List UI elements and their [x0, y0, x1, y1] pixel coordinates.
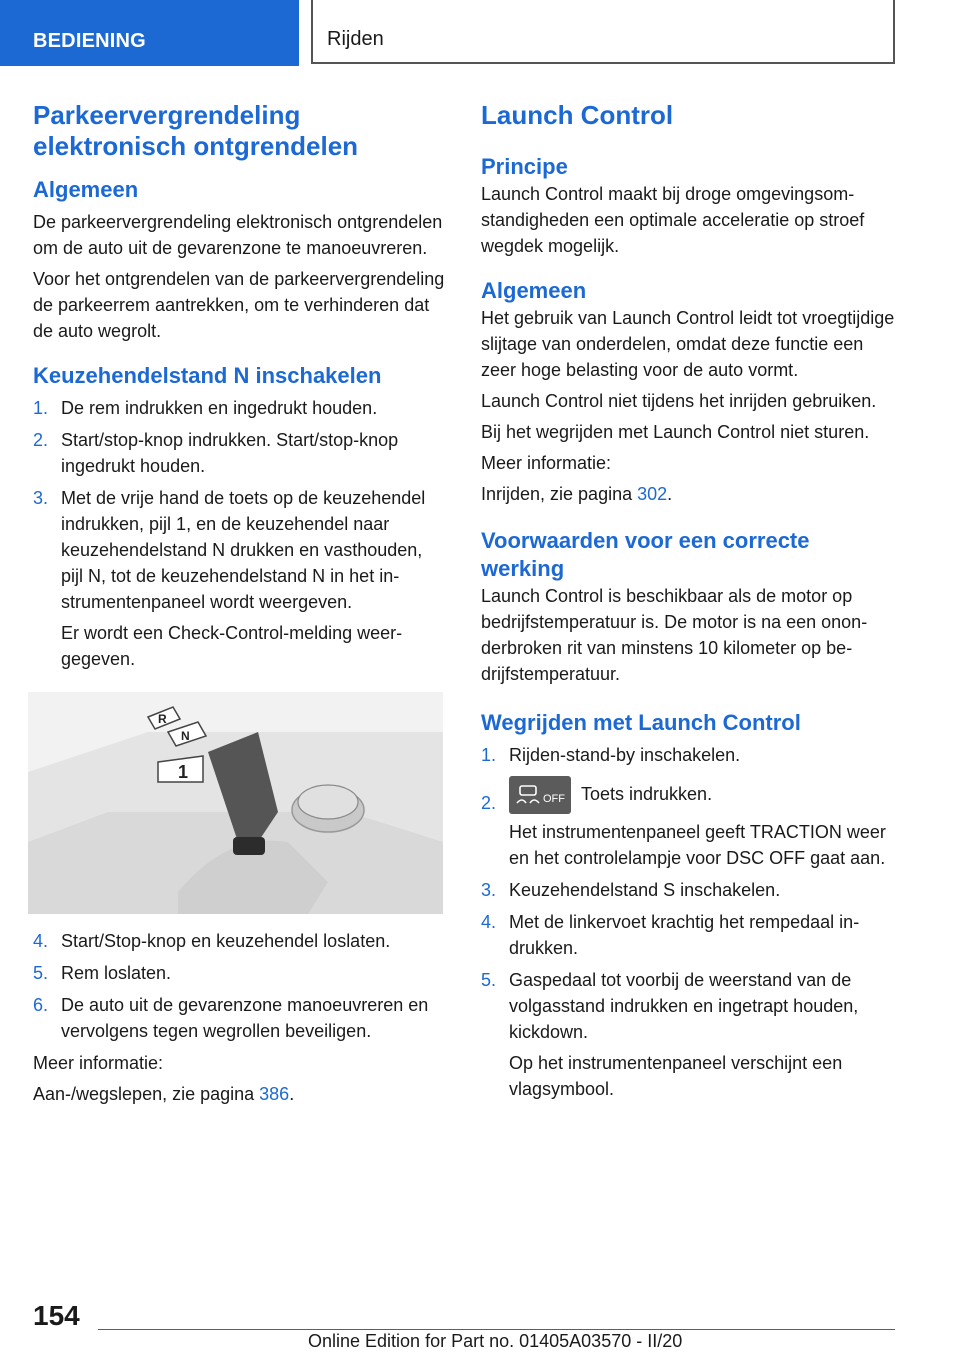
launch-control-title: Launch Control [481, 100, 674, 130]
list-item: 2. Start/stop-knop indrukken. Start/stop-knop ingedrukt houden. [33, 430, 399, 476]
arrow-1-label: 1 [178, 762, 189, 782]
list-item: 1. Rijden-stand-by inschakelen. [481, 745, 741, 765]
left-reference: Aan-/wegslepen, zie pagina 386. [33, 1084, 295, 1104]
list-item: 2. OFF Toets indrukken. Het instrumentenpaneel geeft TRACTION weer en het controlelampje voor DSC OFF gaat aan. [481, 776, 898, 871]
list-item: 4. Start/Stop-knop en keuzehendel loslaten. [33, 931, 391, 951]
list-item: 3. Keuzehendelstand S inschakelen. [481, 880, 781, 900]
page-number: 154 [33, 1300, 80, 1331]
conditions-heading: Voorwaarden voor een correcte werking [481, 528, 810, 581]
arrow-r-label: R [158, 712, 167, 726]
gear-selector-illustration [28, 692, 443, 914]
left-more-info: Meer informatie: [33, 1053, 164, 1073]
list-item: 1. De rem indrukken en ingedrukt houden. [33, 398, 378, 418]
park-lock-general-p2: Voor het ontgrendelen van de parkeervergrendeling de parkeerrem aantrekken, om te verhinderen dat de auto wegrolt. [33, 269, 445, 341]
section-tab [0, 0, 299, 66]
list-item: 5. Rem loslaten. [33, 963, 172, 983]
neutral-steps-list-cont [33, 928, 446, 1044]
launch-start-heading: Wegrijden met Launch Control [481, 710, 801, 735]
edition-text: Online Edition for Part no. 01405A03570 - II/20 [308, 1331, 683, 1351]
footer-divider [98, 1329, 895, 1330]
launch-general-p3: Bij het wegrijden met Launch Control niet sturen. [481, 422, 870, 442]
right-more-info: Meer informatie: [481, 453, 612, 473]
dsc-off-button-icon: OFF [509, 776, 571, 814]
right-reference: Inrijden, zie pagina 302. [481, 484, 673, 504]
right-column [481, 100, 898, 1108]
launch-general-heading: Algemeen [481, 278, 587, 303]
park-lock-general-heading: Algemeen [33, 177, 139, 202]
list-item: 5. Gaspedaal tot voorbij de weerstand van de volgasstand indrukken en ingetrapt houden, kickdown. Op het instrumentenpaneel verschijnt een vlagsymbool. [481, 970, 859, 1099]
launch-general-p2: Launch Control niet tijdens het inrijden gebruiken. [481, 391, 877, 411]
principe-text: Launch Control maakt bij droge omgevingsomstandigheden een optimale acceleratie op stroef wegdek mogelijk. [481, 184, 865, 256]
page-link-302[interactable]: 302 [637, 484, 668, 504]
left-column [33, 100, 446, 1107]
list-item: 3. Met de vrije hand de toets op de keuzehendel indrukken, pijl 1, en de keuzehendel naar keuzehendelstand N drukken en vasthouden, pijl N, tot de keuzehendelstand N in het instrumentenpaneel wordt weergeven. Er wordt een Check-Control-melding weergegeven. [33, 488, 426, 669]
list-item: 6. De auto uit de gevarenzone manoeuvreren en vervolgens tegen wegrollen beveiligen. [33, 995, 429, 1041]
chapter-label: Rijden [327, 28, 384, 50]
park-lock-title: Parkeervergrendeling elektronisch ontgrendelen [33, 100, 359, 161]
principe-heading: Principe [481, 154, 568, 179]
chapter-tab [311, 0, 895, 64]
conditions-text: Launch Control is beschikbaar als de motor op bedrijfstemperatuur is. De motor is na een ononderbroken rit van minstens 10 kilometer op bedrijfstemperatuur. [481, 586, 868, 684]
arrow-n-label: N [181, 729, 190, 743]
neutral-steps-list [33, 395, 446, 672]
park-lock-general-p1: De parkeervergrendeling elektronisch ontgrendelen om de auto uit de gevarenzone te manoeuvreren. [33, 212, 443, 258]
launch-steps-list [481, 742, 898, 1102]
launch-general-p1: Het gebruik van Launch Control leidt tot vroegtijdige slijtage van onderdelen, omdat deze functie een zeer hoge belasting voor de auto vormt. [481, 308, 895, 380]
list-item: 4. Met de linkervoet krachtig het rempedaal indrukken. [481, 912, 860, 958]
section-label: BEDIENING [33, 30, 146, 52]
neutral-heading: Keuzehendelstand N inschakelen [33, 363, 382, 388]
page-link-386[interactable]: 386 [259, 1084, 290, 1104]
